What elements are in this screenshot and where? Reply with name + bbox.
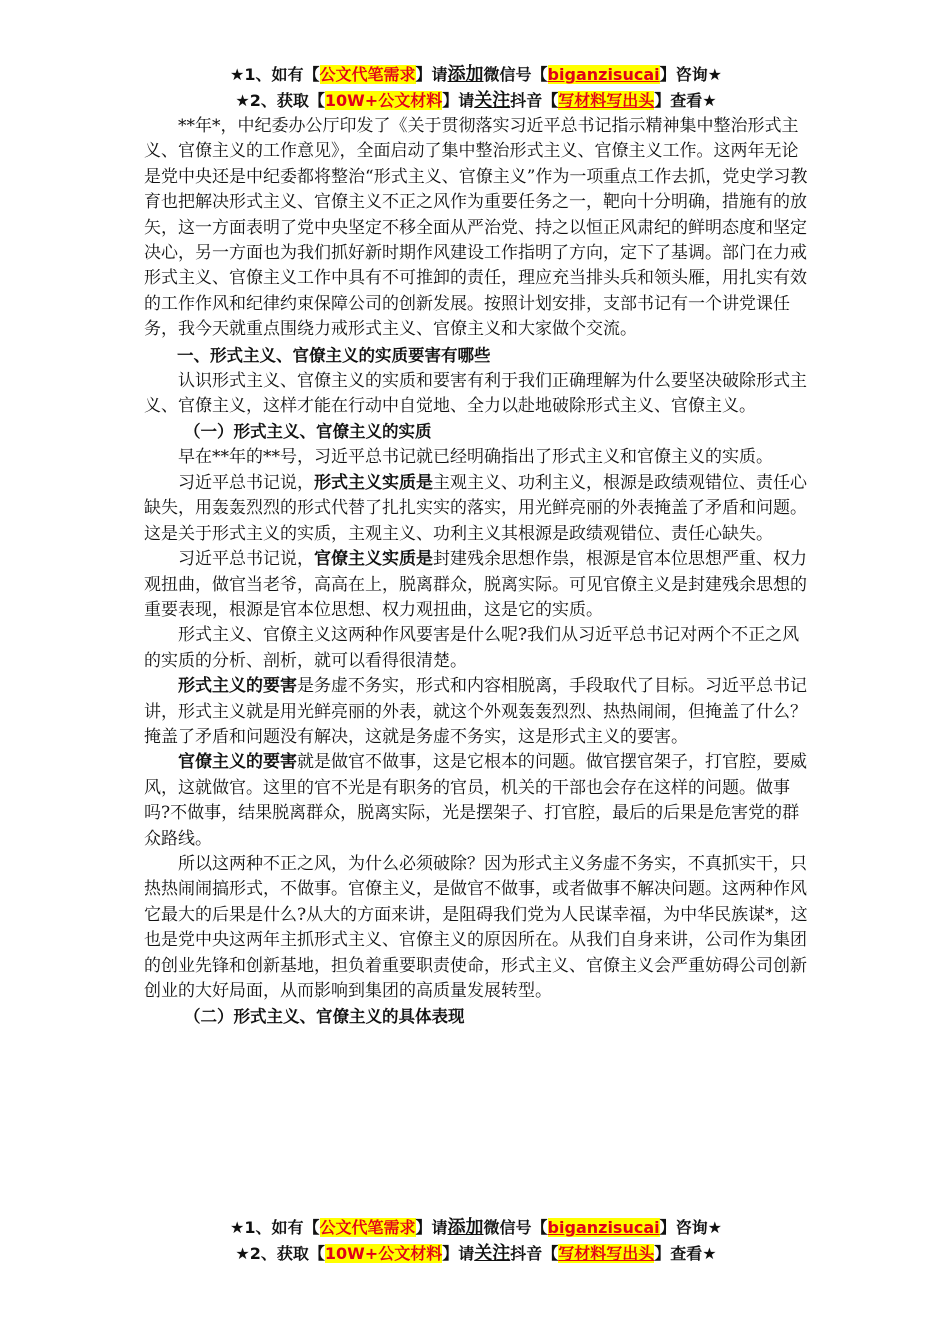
paragraph-bureaucratism-harm: 官僚主义的要害就是做官不做事，这是它根本的问题。做官摆官架子，打官腔，要威风，这就做官。这里的官不光是有职务的官员，机关的干部也会存在这样的问题。做事吗?不做事，结果脱离群众，脱离实际，光是摆架子、打官腔，最后的后果是危害党的群众路线。	[144, 752, 807, 849]
wechat-id-link[interactable]: biganzisucai	[547, 1218, 660, 1237]
paragraph-intro: **年*，中纪委办公厅印发了《关于贯彻落实习近平总书记指示精神集中整治形式主义、官僚主义的工作意见》，全面启动了集中整治形式主义、官僚主义工作。这两年无论是党中央还是中纪委都将整治“形式主义、官僚主义”作为一项重点工作去抓，党史学习教育也把解决形式主义、官僚主义不正之风作为重要任务之一，靶向十分明确，措施有的放矢，这一方面表明了党中央坚定不移全面从严治党、持之以恒正风肃纪的鲜明态度和坚定决心，另一方面也为我们抓好新时期作风建设工作指明了方向，定下了基调。部门在力戒形式主义、官僚主义工作中具有不可推卸的责任，理应充当排头兵和领头雁，用扎实有效的工作作风和纪律约束保障公司的创新发展。按照计划安排，支部书记有一个讲党课任务，我今天就重点围绕力戒形式主义、官僚主义和大家做个交流。	[144, 116, 808, 340]
highlight-materials: 10W+公文材料	[324, 1244, 443, 1263]
paragraph-why-eliminate: 所以这两种不正之风，为什么必须破除？因为形式主义务虚不务实，不真抓实干，只热热闹闹搞形式，不做事。官僚主义，是做官不做事，或者做事不解决问题。这两种作风它最大的后果是什么?从大的方面来讲，是阻碍我们党为人民谋幸福，为中华民族谋*，这也是党中央这两年主抓形式主义、官僚主义的原因所在。从我们自身来讲，公司作为集团的创业先锋和创新基地，担负着重要职责使命，形式主义、官僚主义会严重妨碍公司创新创业的大好局面，从而影响到集团的高质量发展转型。	[144, 853, 808, 1001]
paragraph-formalism-harm: 形式主义的要害是务虚不务实，形式和内容相脱离，手段取代了目标。习近平总书记讲，形式主义就是用光鲜亮丽的外表，就这个外观轰轰烈烈、热热闹闹，但掩盖了什么？掩盖了矛盾和问题没有解决，这就是务虚不务实，这是形式主义的要害。	[144, 676, 807, 747]
promo-banner-top-line2: ★2、获取【10W+公文材料】请关注抖音【写材料写出头】查看★	[235, 90, 717, 111]
promo-banner-bottom-line2: ★2、获取【10W+公文材料】请关注抖音【写材料写出头】查看★	[235, 1243, 717, 1264]
keyword-formalism-harm: 形式主义的要害	[178, 676, 297, 697]
promo-banner-bottom	[144, 1215, 808, 1267]
douyin-account-link[interactable]: 写材料写出头	[558, 1244, 655, 1263]
highlight-materials: 10W+公文材料	[324, 91, 443, 110]
document-page	[144, 62, 808, 1030]
promo-banner-bottom-line1: ★1、如有【公文代笔需求】请添加微信号【biganzisucai】咨询★	[230, 1217, 722, 1238]
subsection-heading-essence: （一）形式主义、官僚主义的实质	[184, 422, 432, 442]
promo-banner-top-line1: ★1、如有【公文代笔需求】请添加微信号【biganzisucai】咨询★	[230, 64, 722, 85]
keyword-formalism-essence: 形式主义实质是	[314, 472, 433, 493]
highlight-ghostwriting: 公文代笔需求	[319, 1218, 416, 1237]
paragraph-bureaucratism-essence: 习近平总书记说，官僚主义实质是封建残余思想作祟，根源是官本位思想严重、权力观扭曲，做官当老爷，高高在上，脱离群众，脱离实际。可见官僚主义是封建残余思想的重要表现，根源是官本位思想、权力观扭曲，这是它的实质。	[144, 549, 807, 620]
section-heading-1: 一、形式主义、官僚主义的实质要害有哪些	[177, 345, 491, 365]
paragraph-harm-question: 形式主义、官僚主义这两种作风要害是什么呢?我们从习近平总书记对两个不正之风的实质的分析、剖析，就可以看得很清楚。	[144, 625, 800, 671]
keyword-bureaucratism-essence: 官僚主义实质是	[314, 549, 433, 570]
paragraph-understanding: 认识形式主义、官僚主义的实质和要害有利于我们正确理解为什么要坚决破除形式主义、官僚主义，这样才能在行动中自觉地、全力以赴地破除形式主义、官僚主义。	[144, 370, 807, 417]
paragraph-formalism-essence: 习近平总书记说，形式主义实质是主观主义、功利主义，根源是政绩观错位、责任心缺失，用轰轰烈烈的形式代替了扎扎实实的落实，用光鲜亮丽的外表掩盖了矛盾和问题。这是关于形式主义的实质，主观主义、功利主义其根源是政绩观错位、责任心缺失。	[144, 472, 807, 544]
wechat-id-link[interactable]: biganzisucai	[547, 65, 660, 84]
douyin-account-link[interactable]: 写材料写出头	[558, 91, 655, 110]
paragraph-early-note: 早在**年的**号，习近平总书记就已经明确指出了形式主义和官僚主义的实质。	[178, 447, 773, 468]
subsection-heading-manifestations: （二）形式主义、官僚主义的具体表现	[184, 1007, 465, 1027]
highlight-ghostwriting: 公文代笔需求	[319, 65, 416, 84]
keyword-bureaucratism-harm: 官僚主义的要害	[178, 752, 297, 773]
